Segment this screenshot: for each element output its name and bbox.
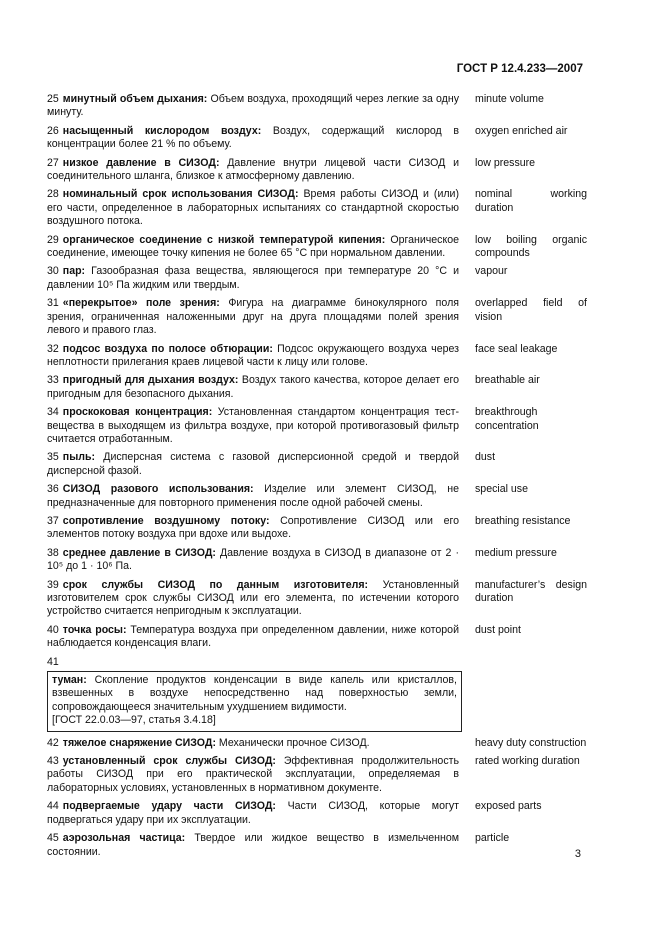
term-name: сопротивление воздушному потоку: bbox=[62, 514, 270, 527]
term-russian bbox=[47, 297, 459, 337]
page-number: 3 bbox=[574, 848, 581, 860]
quoted-definition-box bbox=[47, 671, 462, 732]
term-russian bbox=[47, 188, 459, 228]
term-number: 33 bbox=[47, 374, 59, 387]
term-definition: Твердое или жидкое вещество в измельченном состоянии. bbox=[47, 832, 460, 858]
term-english: minute volume bbox=[475, 93, 544, 105]
term-name: насыщенный кислородом воздух: bbox=[62, 124, 262, 137]
term-name: установленный срок службы СИЗОД: bbox=[62, 755, 276, 768]
term-definition: Скопление продуктов конденсации в виде капель или кристаллов, взвешенных в воздухе непосредственно над поверхностью земли, сопровождающееся значительным ухудшением видимости. bbox=[52, 674, 457, 713]
term-russian bbox=[47, 547, 459, 574]
term-russian bbox=[47, 755, 459, 795]
term-number: 44 bbox=[47, 800, 59, 813]
term-entry bbox=[47, 755, 587, 795]
term-russian bbox=[47, 579, 459, 619]
term-name: пар: bbox=[62, 265, 86, 278]
term-russian bbox=[47, 624, 459, 651]
term-name: тяжелое снаряжение СИЗОД: bbox=[62, 736, 216, 749]
term-entry bbox=[47, 93, 587, 120]
term-definition: Подсос окружающего воздуха через неплотности прилегания краев лицевой части к лицу или голове. bbox=[47, 342, 459, 368]
term-english: dust point bbox=[475, 623, 521, 636]
term-name: подвергаемые удару части СИЗОД: bbox=[62, 800, 276, 813]
term-english: medium pressure bbox=[475, 546, 557, 559]
term-entry bbox=[47, 234, 587, 261]
term-name: точка росы: bbox=[62, 623, 127, 636]
term-number: 37 bbox=[47, 514, 59, 527]
term-english: dust bbox=[475, 451, 496, 464]
term-entry bbox=[47, 483, 587, 510]
term-number: 27 bbox=[47, 156, 59, 169]
term-english: breathing resistance bbox=[475, 514, 571, 527]
term-russian bbox=[47, 265, 459, 292]
term-definition: Время работы СИЗОД и (или) его части, определенное в лабораторных испытаниях со стандартной скоростью воздушного потока. bbox=[47, 188, 459, 228]
term-name: подсос воздуха по полосе обтюрации: bbox=[62, 342, 273, 355]
terms-list bbox=[47, 93, 587, 864]
term-russian bbox=[47, 406, 459, 446]
term-name: среднее давление в СИЗОД: bbox=[62, 546, 216, 559]
term-definition: Изделие или элемент СИЗОД, не предназначенные для повторного применения после одной рабочей смены. bbox=[47, 483, 459, 509]
term-number: 29 bbox=[47, 233, 59, 246]
term-english: breakthrough concentration bbox=[475, 406, 539, 432]
term-entry bbox=[47, 515, 587, 542]
term-english: low boiling organic compounds bbox=[475, 233, 587, 260]
term-russian bbox=[47, 374, 459, 401]
term-name: срок службы СИЗОД по данным изготовителя: bbox=[62, 578, 369, 591]
term-name: проскоковая концентрация: bbox=[62, 406, 213, 419]
term-number: 42 bbox=[47, 736, 59, 749]
term-name: минутный объем дыхания: bbox=[62, 93, 208, 105]
source-reference: [ГОСТ 22.0.03—97, статья 3.4.18] bbox=[52, 714, 216, 727]
term-russian bbox=[47, 125, 459, 152]
term-entry bbox=[47, 800, 587, 827]
term-entry bbox=[47, 297, 587, 337]
term-number: 34 bbox=[47, 406, 59, 419]
term-name: пыль: bbox=[62, 451, 96, 464]
term-english: rated working duration bbox=[475, 755, 580, 768]
term-entry bbox=[47, 157, 587, 184]
term-number: 26 bbox=[47, 124, 59, 137]
term-entry bbox=[47, 125, 587, 152]
term-russian bbox=[47, 93, 459, 120]
term-entry bbox=[47, 547, 587, 574]
term-definition: Воздух такого качества, которое делает его пригодным для безопасного дыхания. bbox=[47, 374, 459, 400]
term-number: 38 bbox=[47, 546, 59, 559]
term-english: heavy duty construction bbox=[475, 736, 587, 749]
term-english: overlapped field of vision bbox=[475, 297, 587, 323]
term-name: СИЗОД разового использования: bbox=[62, 483, 254, 496]
term-entry bbox=[47, 265, 587, 292]
term-english: face seal leakage bbox=[475, 342, 558, 355]
term-definition: Фигура на диаграмме бинокулярного поля зрения, ограниченная наложенными друг на друга площадями полей зрения левого и правого глаз. bbox=[47, 297, 459, 337]
term-number: 40 bbox=[47, 623, 59, 636]
term-definition: Дисперсная система с газовой дисперсионной средой и твердой дисперсной фазой. bbox=[47, 451, 459, 477]
term-definition: Давление внутри лицевой части СИЗОД и соединительного шланга, близкое к атмосферному давлению. bbox=[47, 156, 460, 183]
term-definition: Установленная стандартом концентрация тест-вещества в выходящем из фильтра воздухе, при которой противогазовый фильтр считается отработанным. bbox=[47, 406, 459, 445]
term-definition: Газообразная фаза вещества, являющегося при температуре 20 °С и давлении 10⁵ Па жидким или твердым. bbox=[47, 265, 459, 291]
term-number: 32 bbox=[47, 342, 59, 355]
term-english: particle bbox=[475, 832, 510, 845]
term-name: пригодный для дыхания воздух: bbox=[62, 374, 239, 387]
term-name: аэрозольная частица: bbox=[62, 832, 186, 845]
term-name: органическое соединение с низкой температурой кипения: bbox=[62, 233, 386, 246]
term-russian bbox=[47, 343, 459, 370]
term-definition: Температура воздуха при определенном давлении, ниже которой наблюдается конденсация влаги. bbox=[47, 623, 459, 650]
terms-group-1 bbox=[47, 93, 587, 651]
term-number: 30 bbox=[47, 265, 59, 278]
term-entry bbox=[47, 406, 587, 446]
term-name: низкое давление в СИЗОД: bbox=[62, 156, 220, 169]
term-number: 25 bbox=[47, 93, 59, 105]
term-number: 31 bbox=[47, 297, 59, 310]
term-number: 45 bbox=[47, 832, 59, 845]
term-definition: Объем воздуха, проходящий через легкие за одну минуту. bbox=[47, 93, 459, 119]
term-definition: Эффективная продолжительность работы СИЗОД при его практической эксплуатации, определяемая в лабораторных условиях, установленных в нормативном документе. bbox=[47, 755, 459, 794]
term-definition: Органическое соединение, имеющее точку кипения не более 65 °С при нормальном давлении. bbox=[47, 233, 459, 260]
term-english: low pressure bbox=[475, 156, 536, 169]
term-number: 35 bbox=[47, 451, 59, 464]
term-russian bbox=[47, 234, 459, 261]
term-entry bbox=[47, 737, 587, 750]
term-entry bbox=[47, 343, 587, 370]
term-number: 28 bbox=[47, 188, 59, 201]
term-name: туман: bbox=[52, 674, 87, 687]
term-definition: Давление воздуха в СИЗОД в диапазоне от 2 · 10⁵ до 1 · 10⁶ Па. bbox=[47, 546, 459, 573]
term-definition: Воздух, содержащий кислород в концентрации более 21 % по объему. bbox=[47, 124, 460, 151]
term-english: special use bbox=[475, 483, 528, 496]
term-english: breathable air bbox=[475, 374, 540, 387]
term-entry-41 bbox=[47, 656, 587, 732]
term-english: manufacturer’s design duration bbox=[475, 578, 587, 604]
term-definition: Установленный изготовителем срок службы СИЗОД или его элемента, по истечении которого устройство считается непригодным к эксплуатации. bbox=[47, 578, 459, 618]
term-definition: Части СИЗОД, которые могут подвергаться удару при их эксплуатации. bbox=[47, 800, 459, 826]
term-russian bbox=[47, 483, 459, 510]
term-number: 41 bbox=[47, 655, 59, 668]
term-english: exposed parts bbox=[475, 800, 542, 813]
term-name: номинальный срок использования СИЗОД: bbox=[62, 188, 299, 201]
term-entry bbox=[47, 579, 587, 619]
term-russian bbox=[47, 832, 459, 859]
term-entry bbox=[47, 624, 587, 651]
term-russian bbox=[47, 800, 459, 827]
term-english: oxygen enriched air bbox=[475, 124, 568, 137]
term-name: «перекрытое» поле зрения: bbox=[62, 297, 220, 310]
term-entry bbox=[47, 188, 587, 228]
document-header: ГОСТ Р 12.4.233—2007 bbox=[456, 63, 583, 75]
term-russian bbox=[47, 451, 459, 478]
term-russian bbox=[47, 157, 459, 184]
term-russian bbox=[47, 737, 459, 750]
term-entry bbox=[47, 451, 587, 478]
terms-group-2 bbox=[47, 737, 587, 859]
term-entry bbox=[47, 374, 587, 401]
term-number: 36 bbox=[47, 483, 59, 496]
term-definition: Сопротивление СИЗОД или его элементов потоку воздуха при вдохе или выдохе. bbox=[47, 514, 459, 541]
term-entry bbox=[47, 832, 587, 859]
term-number: 39 bbox=[47, 578, 59, 591]
term-english: vapour bbox=[475, 265, 508, 278]
term-definition: Механически прочное СИЗОД. bbox=[218, 736, 370, 749]
term-english: nominal working duration bbox=[475, 188, 587, 214]
term-number: 43 bbox=[47, 755, 59, 768]
term-russian bbox=[47, 515, 459, 542]
